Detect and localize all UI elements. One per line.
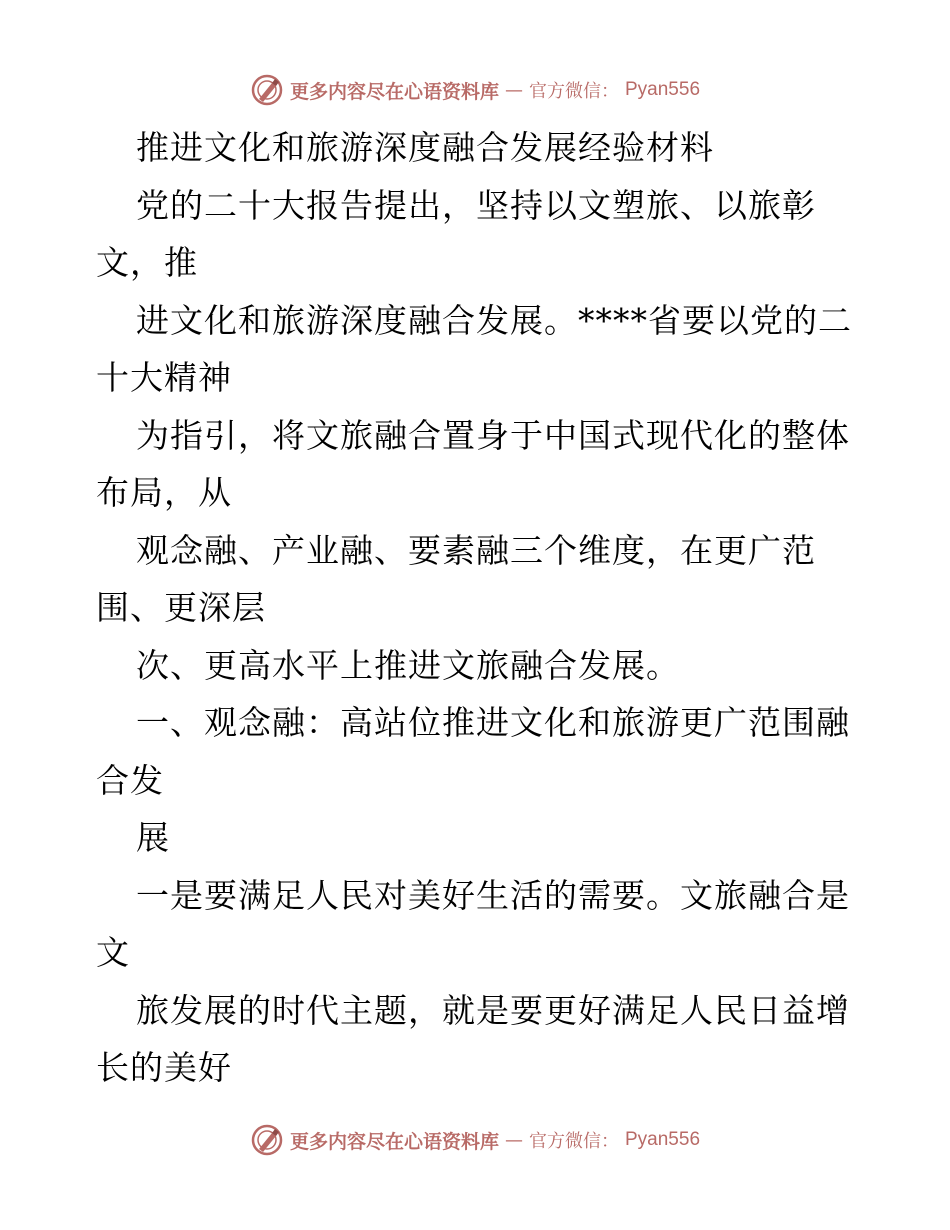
- text-line: 进文化和旅游深度融合发展。****省要以党的二: [136, 300, 852, 340]
- watermark-header: [0, 70, 950, 110]
- text-line: 观念融、产业融、要素融三个维度，在更广范: [136, 530, 816, 570]
- pen-logo-icon: [250, 73, 284, 107]
- watermark-wechat-label: 官方微信：: [529, 81, 619, 102]
- text-line: 次、更高水平上推进文旅融合发展。: [136, 645, 680, 685]
- text-line: 长的美好: [96, 1048, 232, 1087]
- text-line: 一是要满足人民对美好生活的需要。文旅融合是: [136, 875, 850, 915]
- section-heading-line: 合发: [96, 760, 164, 800]
- watermark-wechat-id: Pyan556: [625, 1129, 701, 1150]
- document-body: [96, 119, 856, 1097]
- watermark-separator: —: [505, 79, 523, 101]
- text-line: 文: [96, 933, 130, 972]
- text-line: 旅发展的时代主题，就是要更好满足人民日益增: [136, 990, 850, 1030]
- document-title: 推进文化和旅游深度融合发展经验材料: [136, 128, 714, 167]
- watermark-wechat-id: Pyan556: [625, 79, 701, 100]
- watermark-separator: —: [505, 1129, 523, 1151]
- watermark-text: 更多内容尽在心语资料库: [289, 1130, 499, 1153]
- text-line: 十大精神: [96, 358, 232, 397]
- section-heading-line: 展: [136, 818, 170, 857]
- watermark-text: 更多内容尽在心语资料库: [289, 80, 499, 103]
- section-heading-line: 一、观念融：高站位推进文化和旅游更广范围融: [136, 703, 850, 742]
- watermark-footer: [0, 1120, 950, 1160]
- text-line: 布局，从: [96, 473, 232, 512]
- text-line: 围、更深层: [96, 588, 266, 627]
- watermark-wechat-label: 官方微信：: [529, 1131, 619, 1152]
- pen-logo-icon: [250, 1123, 284, 1157]
- text-line: 党的二十大报告提出，坚持以文塑旅、以旅彰: [136, 185, 816, 225]
- text-line: 为指引，将文旅融合置身于中国式现代化的整体: [136, 415, 850, 455]
- text-line: 文，推: [96, 243, 198, 282]
